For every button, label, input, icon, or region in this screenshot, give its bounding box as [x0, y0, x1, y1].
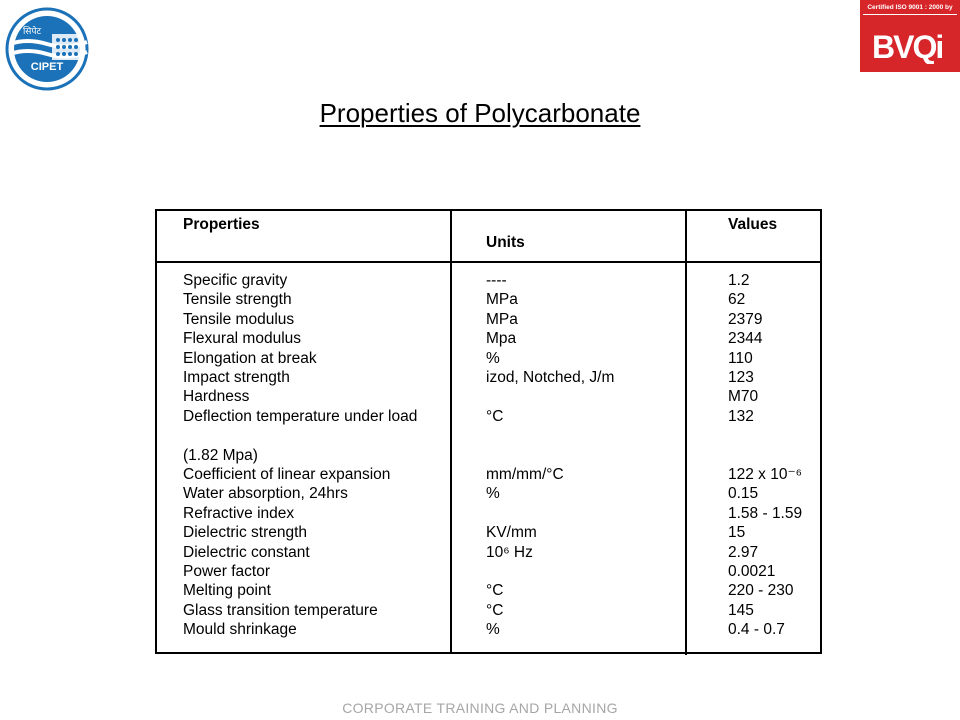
row-value: 132	[728, 407, 754, 425]
row-unit: %	[486, 621, 500, 639]
row-unit: mm/mm/°C	[486, 466, 564, 483]
row-unit: 10⁶ Hz	[486, 543, 533, 561]
iso-cert-text: Certified ISO 9001 : 2000 by	[863, 2, 957, 15]
row-property: Coefficient of linear expansion	[183, 466, 391, 483]
footer-text: CORPORATE TRAINING AND PLANNING	[342, 700, 618, 716]
row-unit: ----	[486, 272, 507, 289]
row-property: Elongation at break	[183, 349, 317, 367]
row-property: Glass transition temperature	[183, 601, 378, 619]
row-property: Water absorption, 24hrs	[183, 485, 348, 503]
row-value: M70	[728, 388, 759, 406]
row-value: 1.58 - 1.59	[728, 504, 803, 522]
row-property: Dielectric strength	[183, 524, 308, 542]
row-value: 2344	[728, 330, 763, 348]
row-value: 0.0021	[728, 563, 776, 580]
row-unit: °C	[486, 407, 504, 425]
row-property: Mould shrinkage	[183, 621, 297, 639]
row-property: Melting point	[183, 582, 271, 600]
row-value: 110	[728, 349, 753, 367]
cipet-hindi-text: सिपेट	[22, 27, 42, 37]
row-unit: %	[486, 485, 500, 503]
row-value: 15	[728, 524, 746, 542]
row-unit: %	[486, 349, 500, 367]
row-property: Power factor	[183, 563, 271, 580]
row-value: 62	[728, 291, 746, 309]
row-value: 0.15	[728, 485, 759, 503]
row-property: Refractive index	[183, 504, 295, 522]
row-unit: MPa	[486, 310, 518, 328]
row-property: (1.82 Mpa)	[183, 446, 258, 464]
row-property: Hardness	[183, 388, 250, 406]
row-value: 2.97	[728, 543, 759, 561]
row-value: 220 - 230	[728, 582, 794, 600]
row-property: Tensile strength	[183, 291, 292, 309]
cipet-text: CIPET	[30, 61, 64, 73]
row-property: Impact strength	[183, 369, 290, 386]
header-units: Units	[486, 234, 525, 251]
row-value: 1.2	[728, 272, 750, 289]
row-unit: °C	[486, 582, 504, 600]
row-property: Flexural modulus	[183, 330, 302, 348]
svg-text:BVQi: BVQi	[872, 29, 943, 64]
bvqi-logo	[860, 0, 960, 72]
row-unit: KV/mm	[486, 524, 537, 542]
header-values: Values	[728, 216, 778, 233]
row-value: 2379	[728, 310, 763, 328]
page-title: Properties of Polycarbonate	[319, 98, 641, 128]
row-unit: izod, Notched, J/m	[486, 369, 615, 386]
row-property: Dielectric constant	[183, 543, 310, 561]
row-unit: Mpa	[486, 330, 517, 348]
row-value: 123	[728, 369, 754, 386]
row-property: Specific gravity	[183, 272, 288, 289]
properties-table	[155, 209, 823, 655]
row-unit: MPa	[486, 291, 518, 309]
bvqi-wordmark	[872, 28, 952, 64]
row-value: 122 x 10⁻⁶	[728, 466, 803, 483]
cipet-logo	[2, 4, 92, 94]
row-property: Deflection temperature under load	[183, 407, 418, 425]
row-property: Tensile modulus	[183, 310, 295, 328]
header-properties: Properties	[183, 216, 260, 233]
row-value: 0.4 - 0.7	[728, 621, 785, 639]
row-unit: °C	[486, 601, 504, 619]
row-value: 145	[728, 601, 754, 619]
